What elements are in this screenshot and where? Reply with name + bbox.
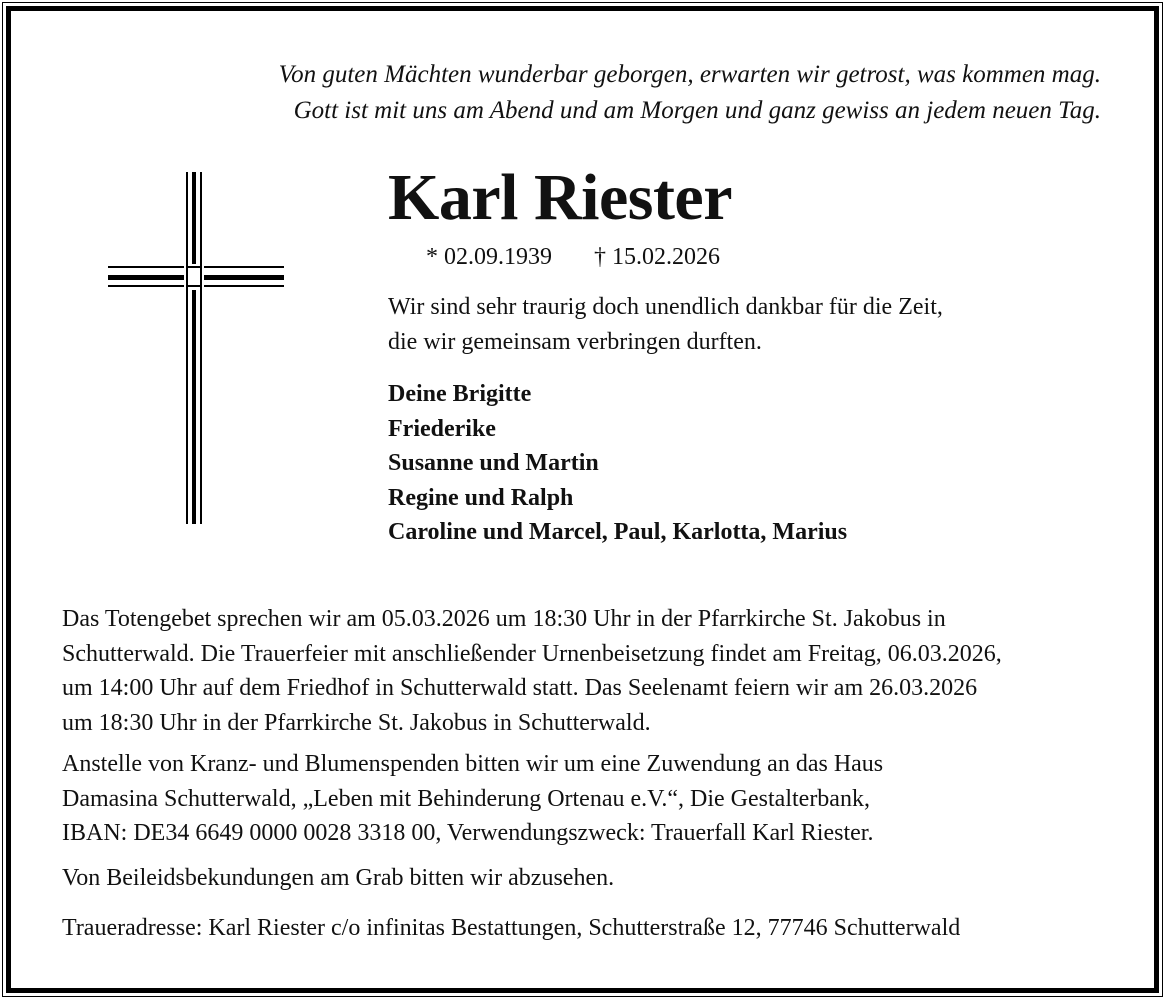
condolence-note — [62, 861, 614, 896]
service-line: Das Totengebet sprechen wir am 05.03.2026 um 18:30 Uhr in der Pfarrkirche St. Jakobus in — [62, 606, 946, 632]
family-member: Regine und Ralph — [388, 484, 574, 511]
condolence-text: Von Beileidsbekundungen am Grab bitten wir abzusehen. — [62, 865, 615, 891]
cross-icon — [0, 0, 300, 540]
donation-line: IBAN: DE34 6649 0000 0028 3318 00, Verwendungszweck: Trauerfall Karl Riester. — [62, 820, 874, 846]
motto-line-1: Wir sind sehr traurig doch unendlich dankbar für die Zeit, — [388, 294, 943, 320]
motto — [388, 290, 943, 360]
birth-date: * 02.09.1939 — [426, 244, 552, 270]
family-member: Friederike — [388, 415, 496, 442]
service-line: um 14:00 Uhr auf dem Friedhof in Schutterwald statt. Das Seelenamt feiern wir am 26.03.2026 — [62, 675, 978, 701]
poem-line-2: Gott ist mit uns am Abend und am Morgen und ganz gewiss an jedem neuen Tag. — [293, 97, 1101, 124]
address-text: Traueradresse: Karl Riester c/o infinitas Bestattungen, Schutterstraße 12, 77746 Schutterwald — [62, 915, 961, 941]
death-date: † 15.02.2026 — [594, 244, 720, 270]
donation-line: Damasina Schutterwald, „Leben mit Behinderung Ortenau e.V.“, Die Gestalterbank, — [62, 785, 870, 812]
family-member: Caroline und Marcel, Paul, Karlotta, Marius — [388, 519, 848, 545]
family-member: Deine Brigitte — [388, 381, 532, 407]
family-member: Susanne und Martin — [388, 450, 599, 476]
motto-line-2: die wir gemeinsam verbringen durften. — [388, 329, 762, 355]
service-line: Schutterwald. Die Trauerfeier mit anschließender Urnenbeisetzung findet am Freitag, 06.03.2026, — [62, 640, 1002, 667]
deceased-name: Karl Riester — [388, 161, 733, 234]
family-list — [388, 377, 847, 550]
mourning-address — [62, 911, 960, 946]
donation-paragraph — [62, 747, 883, 851]
life-dates — [426, 242, 720, 272]
poem — [279, 57, 1101, 129]
service-paragraph — [62, 602, 1002, 740]
donation-line: Anstelle von Kranz- und Blumenspenden bitten wir um eine Zuwendung an das Haus — [62, 751, 884, 777]
poem-line-1: Von guten Mächten wunderbar geborgen, erwarten wir getrost, was kommen mag. — [278, 61, 1101, 88]
service-line: um 18:30 Uhr in der Pfarrkirche St. Jakobus in Schutterwald. — [62, 709, 651, 736]
